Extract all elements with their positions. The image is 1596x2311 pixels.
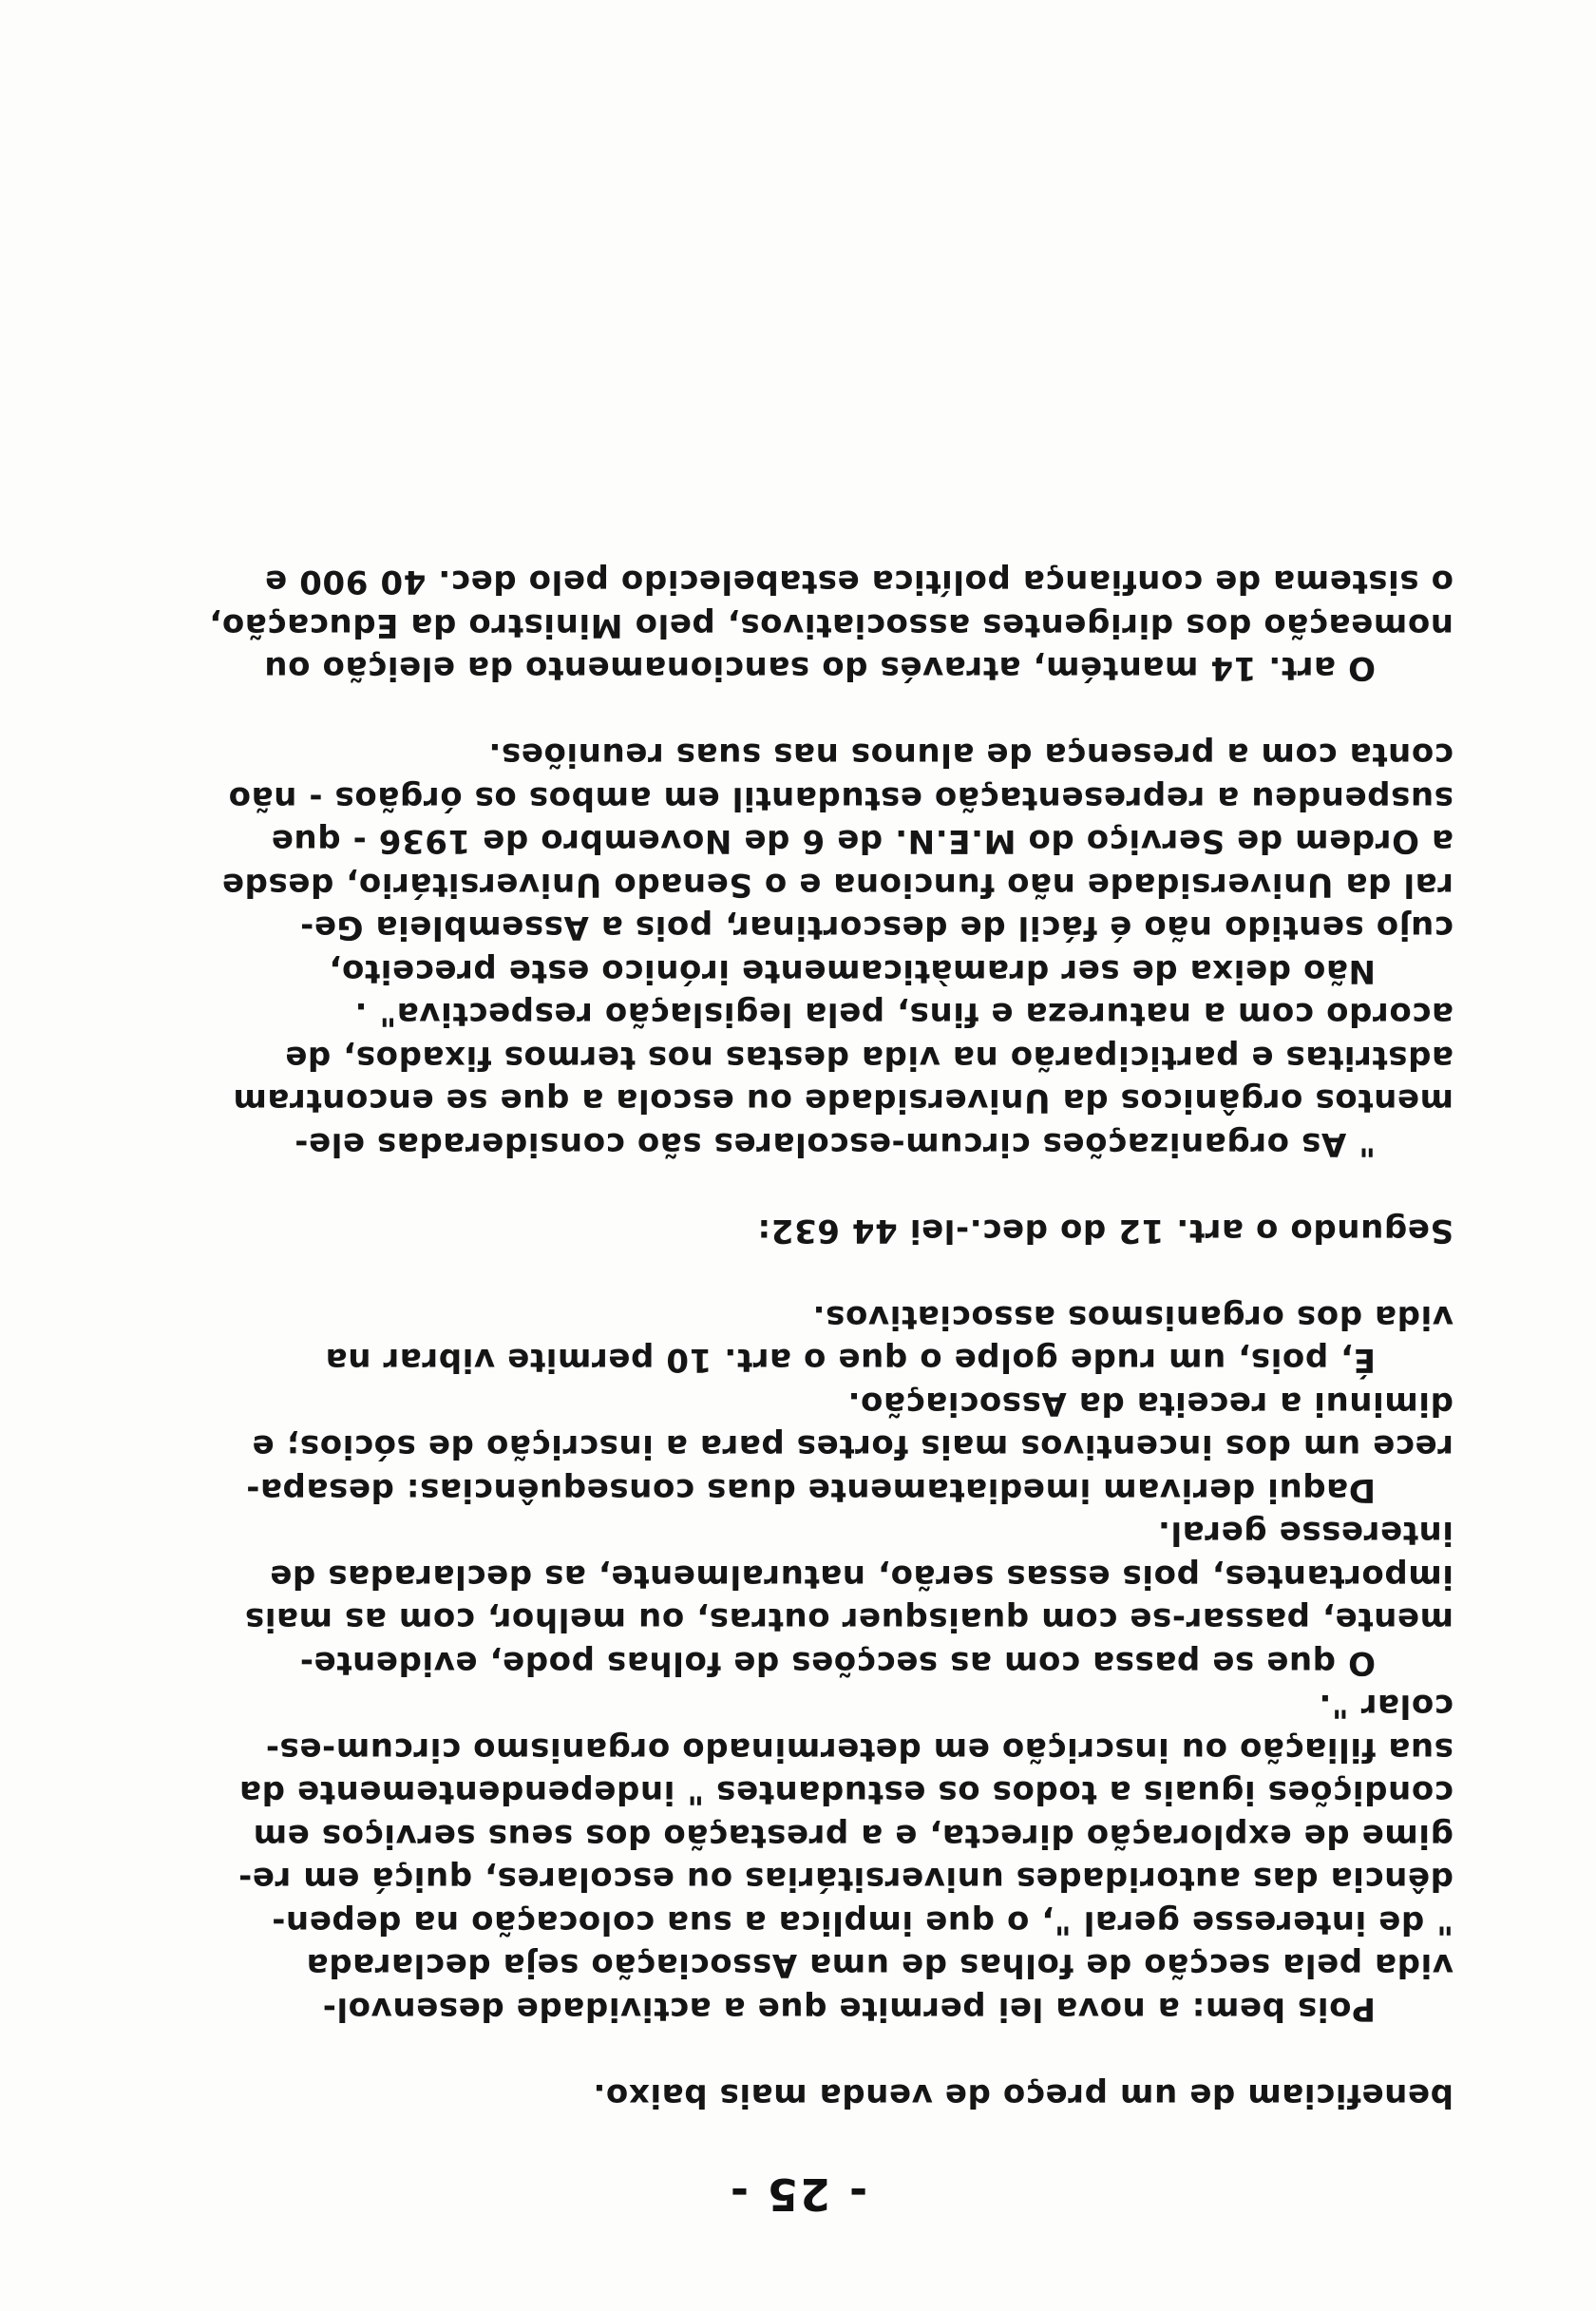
text-line: beneficiam de um preço de venda mais baixo. bbox=[592, 2076, 1454, 2114]
text-line: ral da Universidade não funciona e o Senado Universitário, desde bbox=[221, 866, 1454, 904]
paragraph-gap bbox=[124, 1165, 1454, 1209]
text-line: mentos orgânicos da Universidade ou escola a que se encontram bbox=[232, 1081, 1454, 1120]
text-line: suspendeu a representação estudantil em ambos os órgãos - não bbox=[228, 779, 1454, 817]
text-line: sua filiação ou inscrição em determinado organismo circum-es- bbox=[265, 1730, 1454, 1768]
text-line: gime de exploração directa, e a prestação dos seus serviços em bbox=[253, 1817, 1454, 1855]
text-line: O que se passa com as secções de folhas pode, evidente- bbox=[299, 1644, 1376, 1682]
page-number: - 25 - bbox=[728, 2168, 868, 2220]
text-line: " de interesse geral ", o que implica a sua colocação na depen- bbox=[271, 1903, 1454, 1941]
text-line: condições iguais a todos os estudantes " independentemente da bbox=[238, 1773, 1454, 1812]
text-line: vida pela secção de folhas de uma Associação seja declarada bbox=[306, 1946, 1454, 1985]
text-line: vida dos organismos associativos. bbox=[812, 1298, 1454, 1336]
paragraph-gap bbox=[124, 690, 1454, 734]
text-line: conta com a presença de alunos nas suas reuniões. bbox=[487, 735, 1454, 774]
text-line: a Ordem de Serviço do M.E.N. de 6 de Novembro de 1936 - que bbox=[271, 822, 1454, 861]
text-line: o sistema de confiança política estabelecido pelo dec. 40 900 e bbox=[264, 563, 1454, 602]
text-line: mente, passar-se com quaisquer outras, ou melhor, com as mais bbox=[244, 1600, 1454, 1639]
text-line: Daqui derivam imediatamente duas consequências: desapa- bbox=[245, 1471, 1376, 1509]
text-line: rece um dos incentivos mais fortes para a inscrição de sócios; e bbox=[251, 1427, 1454, 1466]
text-line: O art. 14 mantém, através do sancionamento da eleição ou bbox=[263, 649, 1376, 688]
text-line: " As organizações circum-escolares são consideradas ele- bbox=[294, 1125, 1376, 1163]
text-line: Segundo o art. 12 do dec.-lei 44 632: bbox=[756, 1212, 1454, 1250]
text-line: adstritas e participarão na vida destas nos termos fixados, de bbox=[284, 1039, 1454, 1077]
text-line: nomeação dos dirigentes associativos, pelo Ministro da Educação, bbox=[208, 606, 1454, 644]
text-line: Pois bem: a nova lei permite que a actividade desenvol- bbox=[322, 1990, 1376, 2028]
text-line: Não deixa de ser dramàticamente irónico este preceito, bbox=[328, 952, 1376, 990]
body-text bbox=[124, 560, 1454, 2116]
text-line: dência das autoridades universitárias ou escolares, quiçá em re- bbox=[238, 1860, 1454, 1899]
text-line: interesse geral. bbox=[1157, 1514, 1454, 1553]
text-line: importantes, pois essas serão, naturalmente, as declaradas de bbox=[269, 1557, 1454, 1595]
paragraph-gap bbox=[124, 2030, 1454, 2073]
text-line: diminui a receita da Associação. bbox=[846, 1385, 1454, 1423]
text-line: É, pois, um rude golpe o que o art. 10 permite vibrar na bbox=[325, 1341, 1376, 1380]
text-line: acordo com a natureza e fins, pela legislação respectiva" . bbox=[353, 995, 1454, 1034]
text-line: cujo sentido não é fácil de descortinar, pois a Assembleia Ge- bbox=[299, 908, 1454, 947]
text-line: colar ". bbox=[1318, 1687, 1454, 1726]
paragraph-gap bbox=[124, 1251, 1454, 1295]
